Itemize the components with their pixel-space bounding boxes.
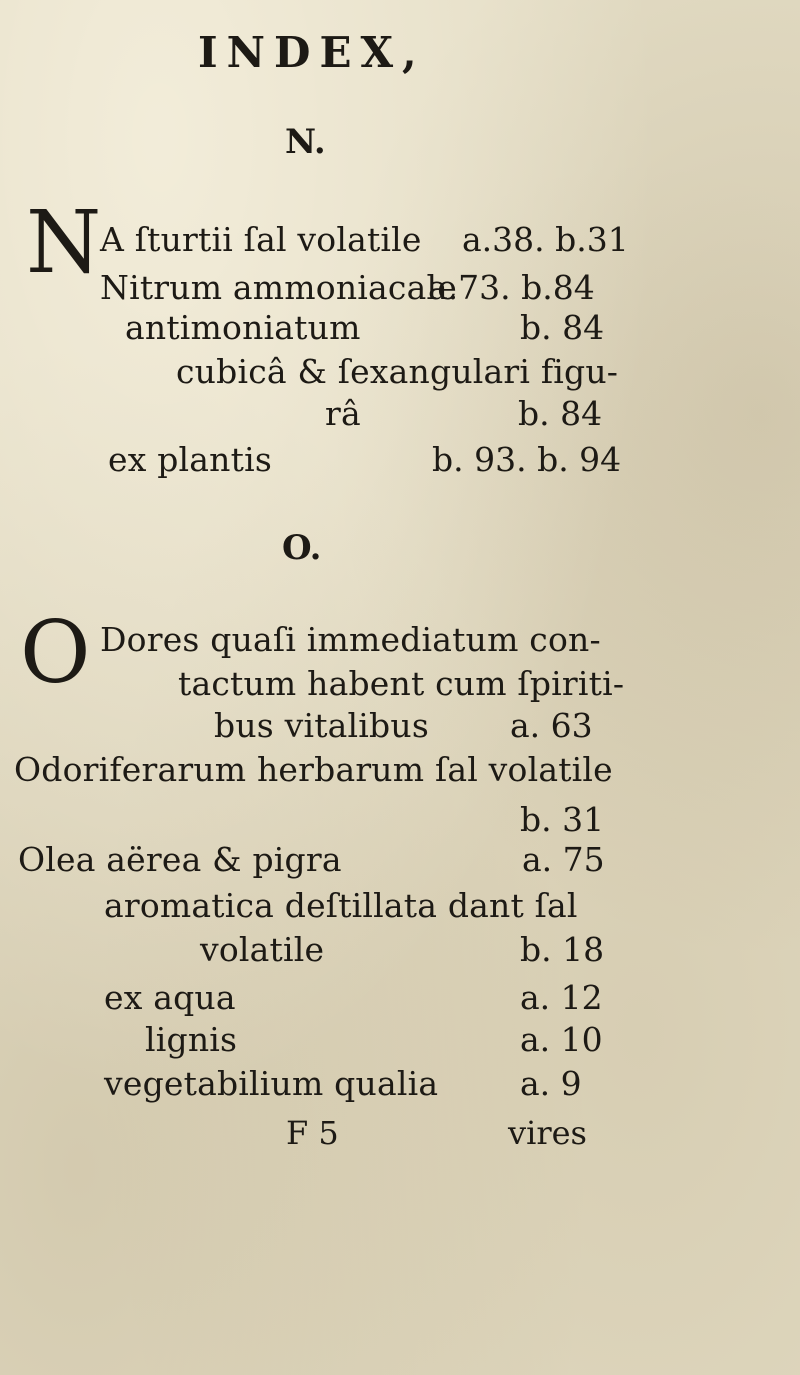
index-ref: b. 93. b. 94 xyxy=(432,440,622,479)
index-entry: râ xyxy=(325,394,361,433)
index-ref: b. 84 xyxy=(520,308,605,347)
index-entry: Nitrum ammoniacale xyxy=(100,268,457,307)
index-entry: Olea aërea & pigra xyxy=(18,840,342,879)
index-entry: Odoriferarum herbarum ſal volatile xyxy=(14,750,613,789)
index-ref: a. 12 xyxy=(520,978,603,1017)
index-entry: antimoniatum xyxy=(125,308,361,347)
section-letter-o: O. xyxy=(282,528,322,568)
index-ref: a. 75 xyxy=(522,840,605,879)
index-entry: lignis xyxy=(145,1020,238,1059)
section-letter-n: N. xyxy=(285,122,326,162)
index-ref: b. 84 xyxy=(518,394,603,433)
index-entry: A ſturtii ſal volatile xyxy=(100,220,422,259)
index-entry: ex plantis xyxy=(108,440,272,479)
index-ref: a.73. b.84 xyxy=(428,268,595,307)
index-entry: cubicâ & ſexangulari figu- xyxy=(176,352,619,391)
index-ref: a.38. b.31 xyxy=(462,220,629,259)
page-header: INDEX, xyxy=(198,28,426,77)
signature-mark: F 5 xyxy=(286,1114,339,1152)
index-entry: vegetabilium qualia xyxy=(104,1064,439,1103)
index-ref: a. 10 xyxy=(520,1020,603,1059)
catchword: vires xyxy=(508,1114,587,1152)
index-ref: a. 9 xyxy=(520,1064,582,1103)
index-entry: Dores quaſi immediatum con- xyxy=(100,620,601,659)
drop-initial-o: O xyxy=(20,603,91,703)
index-entry: tactum habent cum ſpiriti- xyxy=(178,664,625,703)
index-entry: aromatica deſtillata dant ſal xyxy=(104,886,578,925)
drop-initial-n: N xyxy=(26,193,102,293)
index-entry: volatile xyxy=(200,930,325,969)
index-ref: b. 18 xyxy=(520,930,605,969)
index-entry: bus vitalibus xyxy=(214,706,429,745)
index-entry: ex aqua xyxy=(104,978,236,1017)
index-ref: a. 63 xyxy=(510,706,593,745)
index-ref: b. 31 xyxy=(520,800,605,839)
